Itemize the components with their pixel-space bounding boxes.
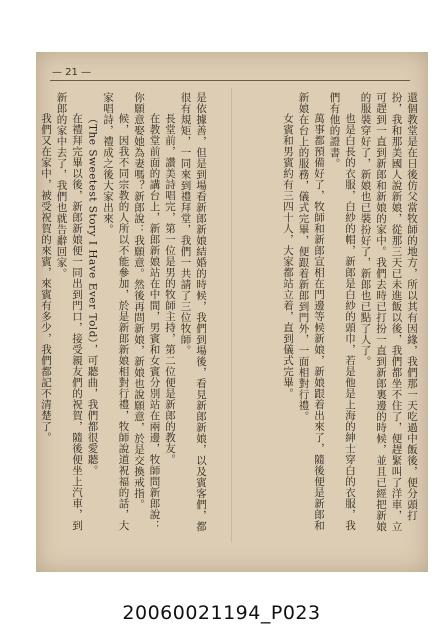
page-number: — 21 — <box>52 67 92 78</box>
paragraph: 還個教堂是在日後仿父當牧師的地方，所以其有因緣，我們那一天吃過中飯後，便分頭打扮，我和那美國人說新娘，從那三天已未進飯以後，我們都坐不住了，便趕緊叫了洋車，立可趕到一直到新郎和新娘的家中。我們去時已打扮一直到新郎裏邊的時候，並且已經把新娘的服裝穿好了，新娘也已裝扮好了，新郎也已點了人了。 <box>359 92 418 532</box>
paragraph: 候，因我不同宗教的人所以不能參加，於是新郎新娘相對行禮，牧師說道祝福的話，大家唱詩，禮成之後大家出來。 <box>102 92 130 531</box>
paragraph: 也是白長的衣服，白紗的帽，新郎是白紗的頭巾，若是他是上海的紳士穿白的衣服，我們有他的證書。 <box>328 92 356 531</box>
paragraph: 萬事都預備好了，牧師和新郎宣相在門邊等候新娘，新娘跟着出來了，隨後便是新郎和新娘在台上的服務，儀式完畢，便跟着新郎到門外，一面相對行禮。 <box>297 92 325 531</box>
right-text-column <box>241 92 419 534</box>
paragraph: 女賓和男賓約有三四十人，大家都站立着，直到儀式完畢。 <box>282 113 294 399</box>
column-divider <box>231 88 232 543</box>
archive-id-caption: 20060021194_P023 <box>122 602 321 624</box>
paragraph: 長堂前，讚美詩唱完，第一位是男的牧師主持，第二位便是新郎的教友。 <box>164 113 176 465</box>
left-text-column <box>40 92 208 534</box>
paragraph: 在禮拜完畢以後，新郎新娘便一同出到門口，接受親友們的祝賀，隨後便坐上汽車，到新郎的家中去了，我們也就告辭回家。 <box>55 92 83 531</box>
paragraph: 在教堂前面的講台上，新郎新娘站在中間，男賓和女賓分別站在兩邊，牧師問新郎說：你願意娶她為妻嗎？新郎說：我願意。然後再問新娘，新娘也說願意，於是交換戒指。 <box>133 92 161 531</box>
paragraph: 我們又在家中，被受祝賀的來賓，來賓有多少，我們都記不清楚了。 <box>40 113 52 443</box>
header-rule <box>50 80 410 81</box>
paragraph: 是依據善，但是到場看新郎新娘結婚的時候，我們到場後，看見新郎新娘，以及賓客們，都很有規矩，一同來到禮拜堂，我們一共請了三位牧師。 <box>179 92 207 532</box>
paragraph: （The Sweetest Story I Have Ever Told），可聽曲，我們都很愛聽。 <box>86 113 99 476</box>
